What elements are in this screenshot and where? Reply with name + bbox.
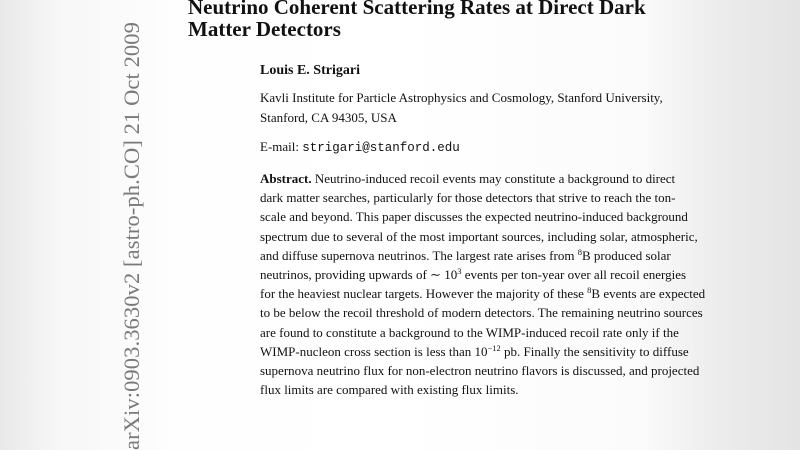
affiliation-line: Kavli Institute for Particle Astrophysics and Cosmology, Stanford University, bbox=[260, 90, 663, 105]
paper-title bbox=[188, 0, 646, 40]
superscript: 8 bbox=[577, 246, 582, 257]
abstract-line: and diffuse supernova neutrinos. The largest rate arises from $^8$B produced solar bbox=[260, 246, 671, 263]
abstract-line: flux limits are compared with existing flux limits. bbox=[260, 382, 519, 398]
email-address[interactable]: strigari@stanford.edu bbox=[302, 141, 460, 155]
email-label: E-mail: bbox=[260, 139, 299, 154]
abstract-line: dark matter searches, particularly for those detectors that strive to reach the ton- bbox=[260, 190, 676, 206]
abstract-line: supernova neutrino flux for non-electron neutrino flavors is discussed, and projected bbox=[260, 362, 700, 378]
title-line: Matter Detectors bbox=[188, 17, 341, 41]
abstract-line: to be below the recoil threshold of modern detectors. The remaining neutrino sources bbox=[260, 305, 703, 321]
email-line bbox=[260, 139, 460, 155]
abstract-line: spectrum due to several of the most important sources, including solar, atmospheric, bbox=[260, 228, 698, 244]
title-line: Neutrino Coherent Scattering Rates at Direct Dark bbox=[188, 0, 646, 19]
author-name: Louis E. Strigari bbox=[260, 63, 360, 78]
affiliation bbox=[260, 88, 663, 128]
superscript: −12 bbox=[487, 342, 501, 353]
abstract-line: Abstract. Neutrino-induced recoil events may constitute a background to direct bbox=[260, 171, 676, 186]
superscript: 8 bbox=[587, 285, 592, 296]
abstract-line: WIMP-nucleon cross section is less than $10^{-12}$ pb. Finally the sensitivity to diffuse bbox=[260, 342, 689, 359]
abstract-line: neutrinos, providing upwards of ∼ $10^3$ events per ton-year over all recoil energies bbox=[260, 265, 687, 282]
arxiv-identifier-stamp: arXiv:0903.3630v2 [astro-ph.CO] 21 Oct 2009 bbox=[119, 22, 144, 450]
superscript: 3 bbox=[457, 265, 462, 276]
abstract-label: Abstract. bbox=[260, 171, 312, 186]
abstract-line: are found to constitute a background to the WIMP-induced recoil rate only if the bbox=[260, 324, 679, 340]
affiliation-line: Stanford, CA 94305, USA bbox=[260, 110, 397, 125]
abstract-line: for the heaviest nuclear targets. However the majority of these $^8$B events are expected bbox=[260, 285, 706, 302]
abstract-line: scale and beyond. This paper discusses the expected neutrino-induced background bbox=[260, 209, 688, 225]
abstract bbox=[260, 169, 706, 399]
